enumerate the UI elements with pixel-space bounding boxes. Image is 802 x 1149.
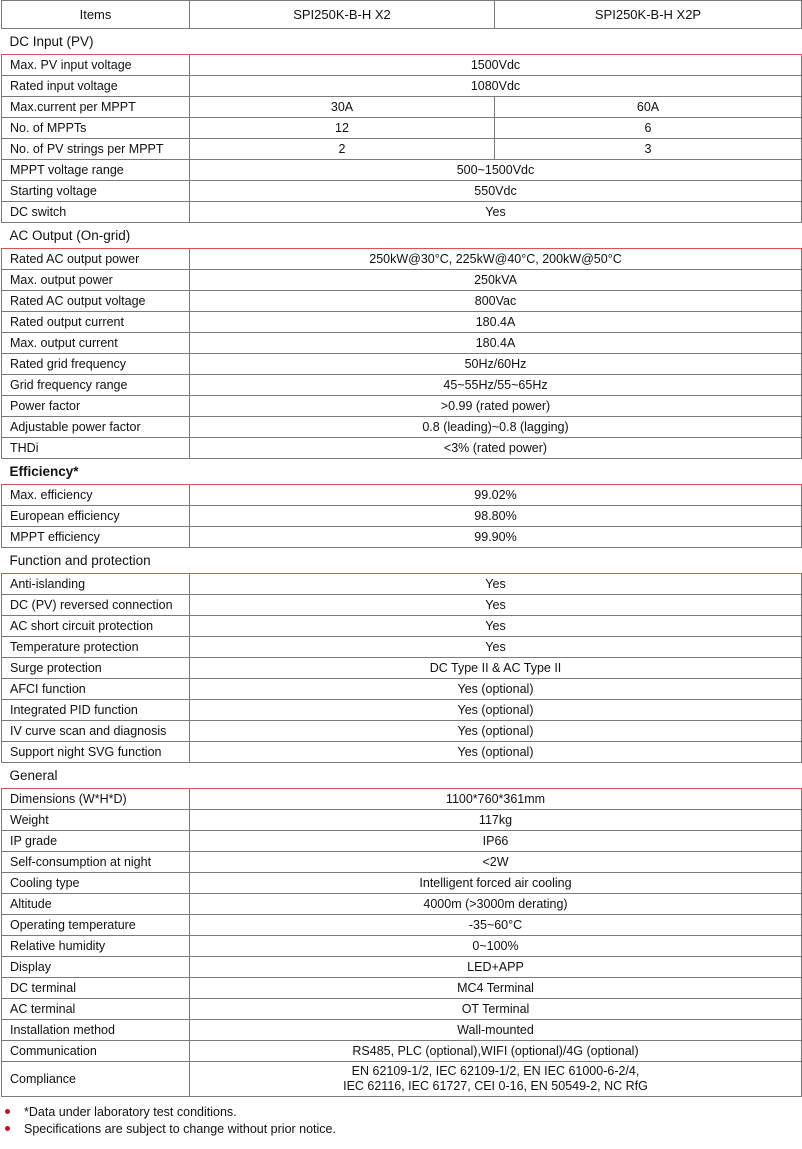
table-row	[2, 312, 802, 333]
footnote-text: *Data under laboratory test conditions.	[24, 1104, 237, 1119]
row-value: 98.80%	[190, 506, 802, 527]
footnote-item	[5, 1120, 801, 1137]
row-label: AC terminal	[2, 999, 190, 1020]
table-row	[2, 417, 802, 438]
row-value: 0~100%	[190, 936, 802, 957]
row-label: Max. output current	[2, 333, 190, 354]
section-header-efficiency	[2, 459, 802, 485]
section-title: Efficiency*	[2, 459, 802, 485]
row-value: 250kW@30°C, 225kW@40°C, 200kW@50°C	[190, 249, 802, 270]
row-value: Yes	[190, 595, 802, 616]
row-label: Rated input voltage	[2, 76, 190, 97]
row-value: OT Terminal	[190, 999, 802, 1020]
table-row	[2, 999, 802, 1020]
row-label: Max. efficiency	[2, 485, 190, 506]
row-value-a: 2	[190, 139, 495, 160]
row-label: IP grade	[2, 831, 190, 852]
row-value: 500~1500Vdc	[190, 160, 802, 181]
row-label: Relative humidity	[2, 936, 190, 957]
table-row	[2, 721, 802, 742]
table-row	[2, 936, 802, 957]
row-label: Rated grid frequency	[2, 354, 190, 375]
row-value: 45~55Hz/55~65Hz	[190, 375, 802, 396]
section-header-protection	[2, 548, 802, 574]
row-value: 0.8 (leading)~0.8 (lagging)	[190, 417, 802, 438]
table-row	[2, 1041, 802, 1062]
table-row	[2, 574, 802, 595]
row-label: Operating temperature	[2, 915, 190, 936]
row-label: Integrated PID function	[2, 700, 190, 721]
header-model-a: SPI250K-B-H X2	[190, 1, 495, 29]
row-label: Compliance	[2, 1062, 190, 1097]
row-value: 99.02%	[190, 485, 802, 506]
table-row	[2, 291, 802, 312]
row-value-a: 12	[190, 118, 495, 139]
row-label: European efficiency	[2, 506, 190, 527]
row-value: Yes	[190, 616, 802, 637]
table-row	[2, 616, 802, 637]
row-label: No. of PV strings per MPPT	[2, 139, 190, 160]
row-value-b: 6	[495, 118, 802, 139]
section-header-ac-output	[2, 223, 802, 249]
section-header-dc-input	[2, 29, 802, 55]
row-value: Wall-mounted	[190, 1020, 802, 1041]
section-title: AC Output (On-grid)	[2, 223, 802, 249]
table-row	[2, 438, 802, 459]
row-label: Altitude	[2, 894, 190, 915]
table-row	[2, 118, 802, 139]
row-label: MPPT efficiency	[2, 527, 190, 548]
row-label: Rated AC output power	[2, 249, 190, 270]
table-row	[2, 595, 802, 616]
row-value: 1100*760*361mm	[190, 789, 802, 810]
spec-sheet	[1, 0, 801, 1137]
row-value	[190, 1062, 802, 1097]
row-label: IV curve scan and diagnosis	[2, 721, 190, 742]
table-row	[2, 396, 802, 417]
row-label: Cooling type	[2, 873, 190, 894]
footnotes	[1, 1103, 801, 1137]
table-row	[2, 1062, 802, 1097]
compliance-line-1: EN 62109-1/2, IEC 62109-1/2, EN IEC 61000-6-2/4,	[351, 1064, 640, 1078]
spec-table	[1, 0, 802, 1097]
section-title: General	[2, 763, 802, 789]
table-row	[2, 831, 802, 852]
footnote-item	[5, 1103, 801, 1120]
section-title: DC Input (PV)	[2, 29, 802, 55]
row-label: Self-consumption at night	[2, 852, 190, 873]
row-value: 117kg	[190, 810, 802, 831]
row-value: LED+APP	[190, 957, 802, 978]
row-label: Surge protection	[2, 658, 190, 679]
row-value: Yes (optional)	[190, 742, 802, 763]
row-label: Weight	[2, 810, 190, 831]
row-value: -35~60°C	[190, 915, 802, 936]
table-row	[2, 658, 802, 679]
table-row	[2, 333, 802, 354]
header-model-b: SPI250K-B-H X2P	[495, 1, 802, 29]
row-label: Installation method	[2, 1020, 190, 1041]
row-label: Communication	[2, 1041, 190, 1062]
section-title: Function and protection	[2, 548, 802, 574]
table-header-row	[2, 1, 802, 29]
row-label: Display	[2, 957, 190, 978]
row-value: <2W	[190, 852, 802, 873]
table-row	[2, 957, 802, 978]
section-header-general	[2, 763, 802, 789]
table-row	[2, 97, 802, 118]
row-label: DC terminal	[2, 978, 190, 999]
row-value: IP66	[190, 831, 802, 852]
row-label: Dimensions (W*H*D)	[2, 789, 190, 810]
row-value: Yes (optional)	[190, 721, 802, 742]
table-row	[2, 810, 802, 831]
row-label: THDi	[2, 438, 190, 459]
table-row	[2, 139, 802, 160]
row-value: RS485, PLC (optional),WIFI (optional)/4G (optional)	[190, 1041, 802, 1062]
row-value: 180.4A	[190, 333, 802, 354]
row-label: Max.current per MPPT	[2, 97, 190, 118]
row-value: DC Type II & AC Type II	[190, 658, 802, 679]
row-value: 1080Vdc	[190, 76, 802, 97]
table-row	[2, 76, 802, 97]
row-value: 250kVA	[190, 270, 802, 291]
row-value: 1500Vdc	[190, 55, 802, 76]
row-label: No. of MPPTs	[2, 118, 190, 139]
row-label: Starting voltage	[2, 181, 190, 202]
table-row	[2, 742, 802, 763]
row-label: Max. output power	[2, 270, 190, 291]
table-row	[2, 679, 802, 700]
table-row	[2, 354, 802, 375]
table-row	[2, 506, 802, 527]
row-label: DC (PV) reversed connection	[2, 595, 190, 616]
row-value: Yes	[190, 202, 802, 223]
row-label: Grid frequency range	[2, 375, 190, 396]
table-row	[2, 181, 802, 202]
table-row	[2, 249, 802, 270]
row-label: MPPT voltage range	[2, 160, 190, 181]
row-label: Temperature protection	[2, 637, 190, 658]
compliance-line-2: IEC 62116, IEC 61727, CEI 0-16, EN 50549-2, NC RfG	[343, 1079, 648, 1093]
row-label: DC switch	[2, 202, 190, 223]
table-row	[2, 527, 802, 548]
row-value: 180.4A	[190, 312, 802, 333]
table-row	[2, 978, 802, 999]
row-value-b: 3	[495, 139, 802, 160]
row-value: 50Hz/60Hz	[190, 354, 802, 375]
bullet-icon	[5, 1109, 10, 1114]
table-row	[2, 873, 802, 894]
table-row	[2, 700, 802, 721]
row-label: Anti-islanding	[2, 574, 190, 595]
row-value: <3% (rated power)	[190, 438, 802, 459]
table-row	[2, 485, 802, 506]
row-label: Max. PV input voltage	[2, 55, 190, 76]
row-value: Yes (optional)	[190, 679, 802, 700]
row-label: Power factor	[2, 396, 190, 417]
footnote-text: Specifications are subject to change without prior notice.	[24, 1121, 336, 1136]
table-row	[2, 160, 802, 181]
row-label: AC short circuit protection	[2, 616, 190, 637]
bullet-icon	[5, 1126, 10, 1131]
row-value: 4000m (>3000m derating)	[190, 894, 802, 915]
row-label: Support night SVG function	[2, 742, 190, 763]
row-value: Intelligent forced air cooling	[190, 873, 802, 894]
table-row	[2, 270, 802, 291]
row-value: 550Vdc	[190, 181, 802, 202]
row-value: MC4 Terminal	[190, 978, 802, 999]
row-value: 99.90%	[190, 527, 802, 548]
header-items: Items	[2, 1, 190, 29]
row-label: Rated AC output voltage	[2, 291, 190, 312]
row-label: Adjustable power factor	[2, 417, 190, 438]
row-value-a: 30A	[190, 97, 495, 118]
row-value: 800Vac	[190, 291, 802, 312]
table-row	[2, 375, 802, 396]
row-value: Yes (optional)	[190, 700, 802, 721]
row-value-b: 60A	[495, 97, 802, 118]
row-value: >0.99 (rated power)	[190, 396, 802, 417]
table-row	[2, 637, 802, 658]
table-row	[2, 55, 802, 76]
row-value: Yes	[190, 637, 802, 658]
table-row	[2, 202, 802, 223]
row-value: Yes	[190, 574, 802, 595]
row-label: Rated output current	[2, 312, 190, 333]
table-row	[2, 894, 802, 915]
row-label: AFCI function	[2, 679, 190, 700]
table-row	[2, 915, 802, 936]
table-row	[2, 1020, 802, 1041]
table-row	[2, 852, 802, 873]
table-row	[2, 789, 802, 810]
